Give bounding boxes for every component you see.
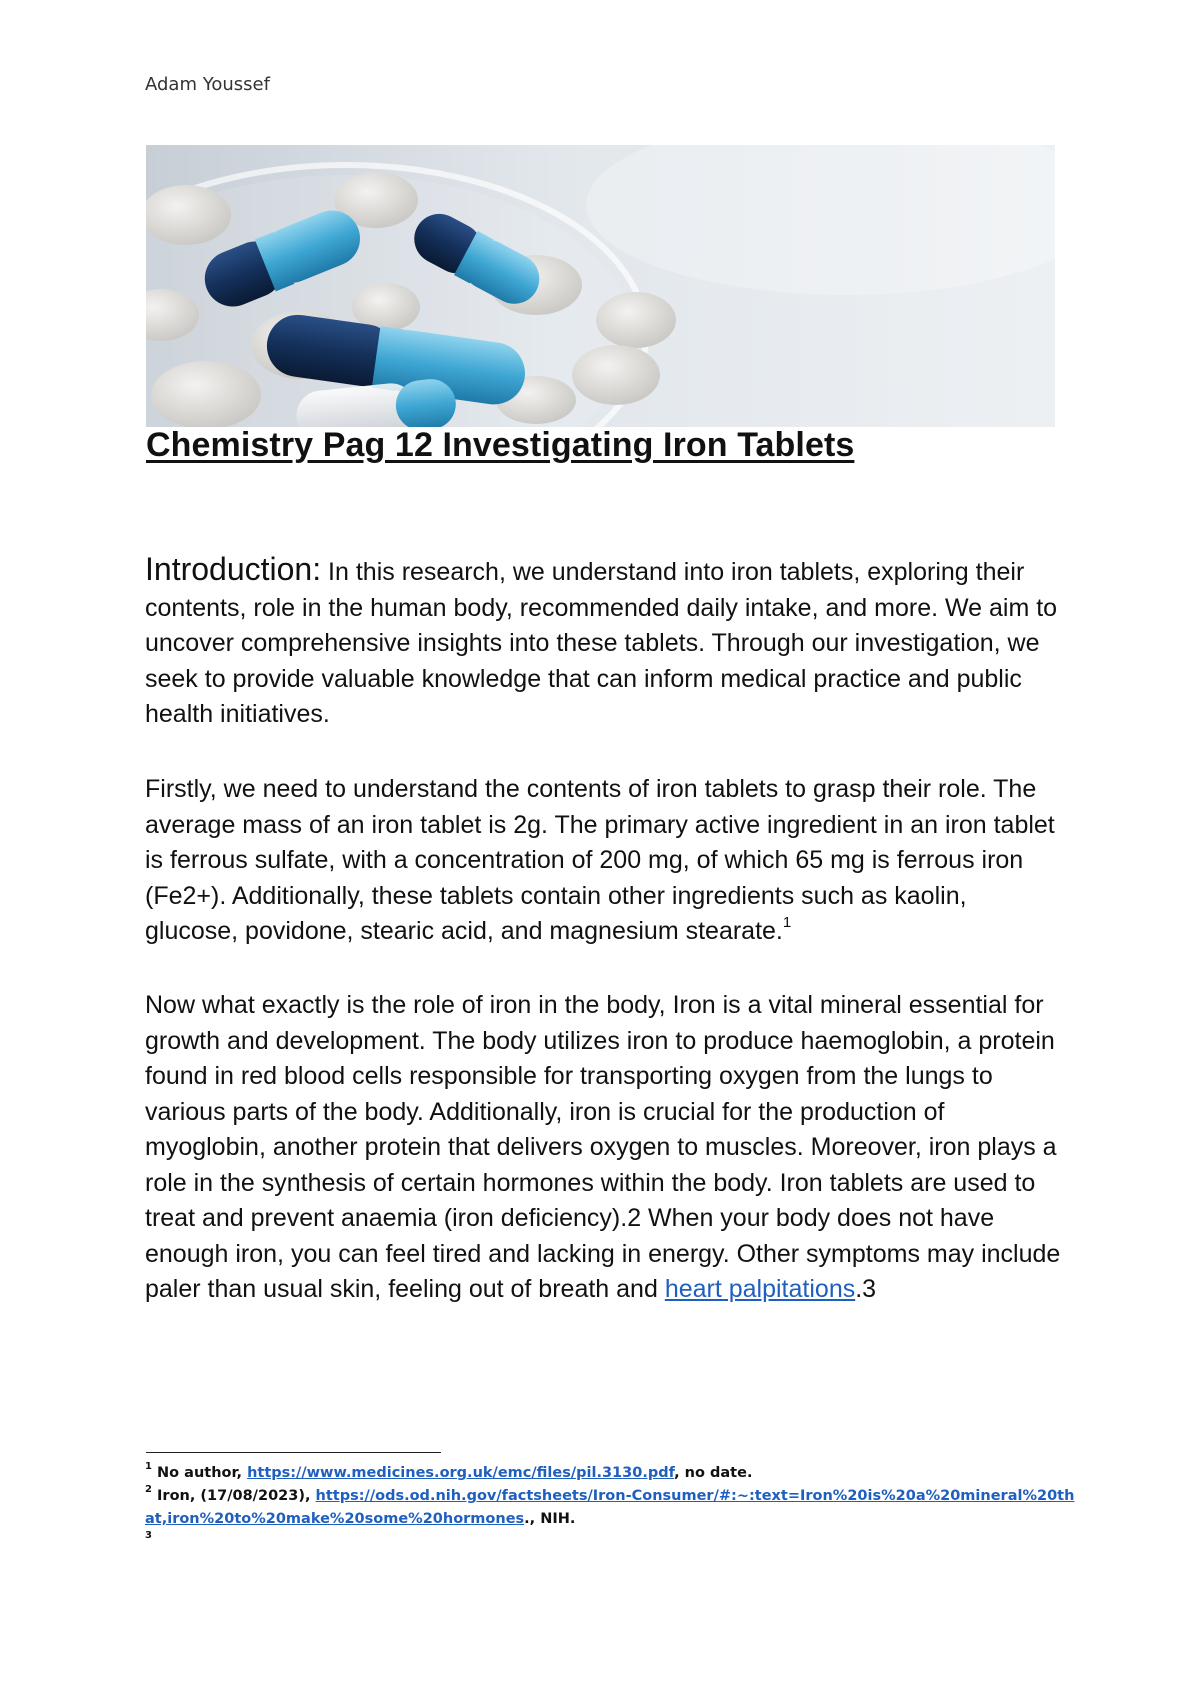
footnote-after: ., NIH. bbox=[524, 1511, 576, 1527]
pills-petri-dish-icon bbox=[146, 145, 1055, 427]
footnote-number: 3 bbox=[145, 1530, 152, 1542]
document-author: Adam Youssef bbox=[145, 74, 270, 95]
contents-text: Firstly, we need to understand the contents of iron tablets to grasp their role. The average mass of an iron tablet is 2g. The primary active ingredient in an iron tablet is ferrous sulfate, with a concentration of 200 mg, of which 65 mg is ferrous iron (Fe2+). Additionally, these tablets contain other ingredients such as kaolin, glucose, povidone, stearic acid, and magnesium stearate. bbox=[145, 775, 1055, 945]
footnote-link[interactable]: https://www.medicines.org.uk/emc/files/pil.3130.pdf bbox=[247, 1465, 675, 1481]
footnote-number: 2 bbox=[145, 1484, 152, 1496]
footnotes bbox=[145, 1462, 1075, 1554]
footnote-link[interactable]: https://ods.od.nih.gov/factsheets/Iron-Consumer/#:~:text=Iron%20is%20a%20mineral%20that,iron%20to%20make%20some%20hormones bbox=[145, 1488, 1075, 1527]
footnote-2 bbox=[145, 1485, 1075, 1531]
role-paragraph bbox=[145, 988, 1065, 1308]
role-tail: .3 bbox=[855, 1275, 877, 1303]
page-title: Chemistry Pag 12 Investigating Iron Tablets bbox=[146, 426, 855, 464]
footnote-3 bbox=[145, 1531, 1075, 1554]
footnote-ref-1[interactable]: 1 bbox=[782, 913, 792, 931]
footnote-separator bbox=[146, 1452, 441, 1453]
intro-lead: Introduction: bbox=[145, 551, 322, 587]
intro-text: In this research, we understand into iron tablets, exploring their contents, role in the human body, recommended daily intake, and more. We aim to uncover comprehensive insights into these tablets. Through our investigation, we seek to provide valuable knowledge that can inform medical practice and public health initiatives. bbox=[145, 558, 1058, 728]
footnote-after: , no date. bbox=[674, 1465, 753, 1481]
footnote-number: 1 bbox=[145, 1461, 152, 1473]
heart-palpitations-link[interactable]: heart palpitations bbox=[664, 1275, 856, 1303]
contents-paragraph bbox=[145, 772, 1065, 950]
role-text: Now what exactly is the role of iron in the body, Iron is a vital mineral essential for growth and development. The body utilizes iron to produce haemoglobin, a protein found in red blood cells responsible for transporting oxygen from the lungs to various parts of the body. Additionally, iron is crucial for the production of myoglobin, another protein that delivers oxygen to muscles. Moreover, iron plays a role in the synthesis of certain hormones within the body. Iron tablets are used to treat and prevent anaemia (iron deficiency).2 When your body does not have enough iron, you can feel tired and lacking in energy. Other symptoms may include paler than usual skin, feeling out of breath and bbox=[145, 991, 1061, 1303]
pills-photo bbox=[146, 145, 1055, 427]
intro-paragraph bbox=[145, 552, 1065, 733]
footnote-before: No author, bbox=[151, 1465, 248, 1481]
footnote-before: Iron, (17/08/2023), bbox=[151, 1488, 316, 1504]
footnote-1 bbox=[145, 1462, 1075, 1485]
